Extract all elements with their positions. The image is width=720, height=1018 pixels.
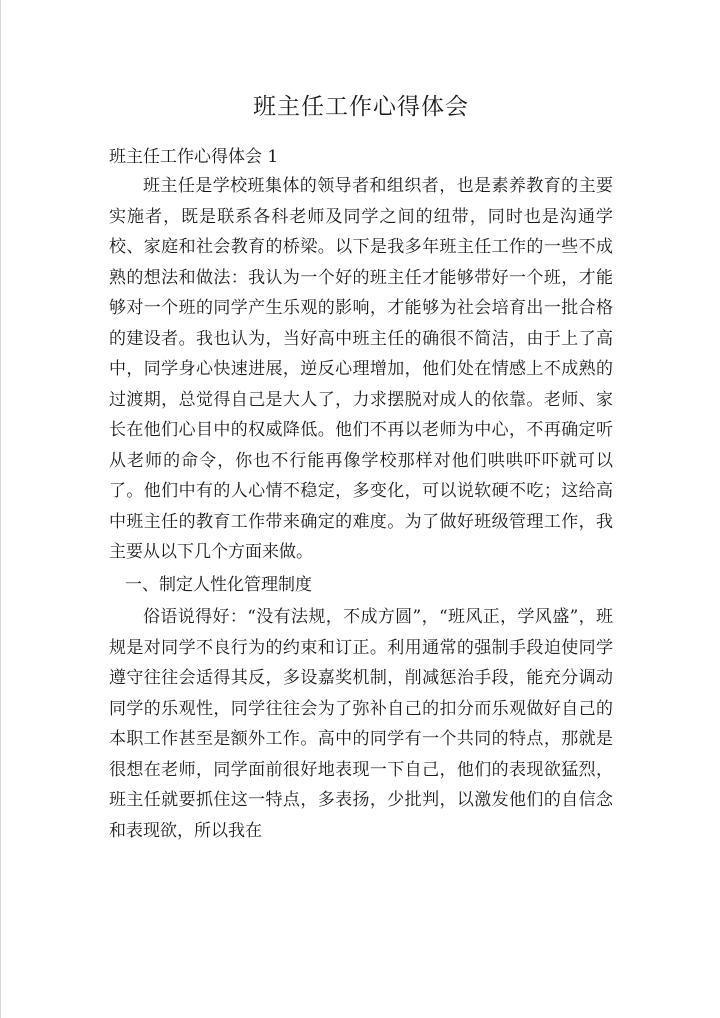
document-subtitle: 班主任工作心得体会 1 — [109, 147, 279, 167]
document-body — [109, 171, 613, 846]
paragraph-rules: 俗语说得好：“没有法规，不成方圆”，“班风正，学风盛”，班规是对同学不良行为的约束和订正。利用通常的强制手段迫使同学遵守往往会适得其反，多设嘉奖机制，削减惩治手段，能充分调动同学的乐观性，同学往往会为了弥补自己的扣分而乐观做好自己的本职工作甚至是额外工作。高中的同学有一个共同的特点，那就是很想在老师，同学面前很好地表现一下自己，他们的表现欲猛烈，班主任就要抓住这一特点，多表扬，少批判，以激发他们的自信念和表现欲，所以我在 — [109, 607, 613, 841]
section-heading: 一、制定人性化管理制度 — [125, 574, 312, 595]
document-title: 班主任工作心得体会 — [253, 94, 469, 120]
paragraph-intro: 班主任是学校班集体的领导者和组织者，也是素养教育的主要实施者，既是联系各科老师及同学之间的纽带，同时也是沟通学校、家庭和社会教育的桥梁。以下是我多年班主任工作的一些不成熟的想法和做法：我认为一个好的班主任才能够带好一个班，才能够对一个班的同学产生乐观的影响，才能够为社会培育出一批合格的建设者。我也认为，当好高中班主任的确很不简洁，由于上了高中，同学身心快速进展，逆反心理增加，他们处在情感上不成熟的过渡期，总觉得自己是大人了，力求摆脱对成人的依靠。老师、家长在他们心目中的权威降低。他们不再以老师为中心，不再确定听从老师的命令，你也不行能再像学校那样对他们哄哄吓吓就可以了。他们中有的人心情不稳定，多变化，可以说软硬不吃；这给高中班主任的教育工作带来确定的难度。为了做好班级管理工作，我主要从以下几个方面来做。 — [109, 176, 613, 562]
